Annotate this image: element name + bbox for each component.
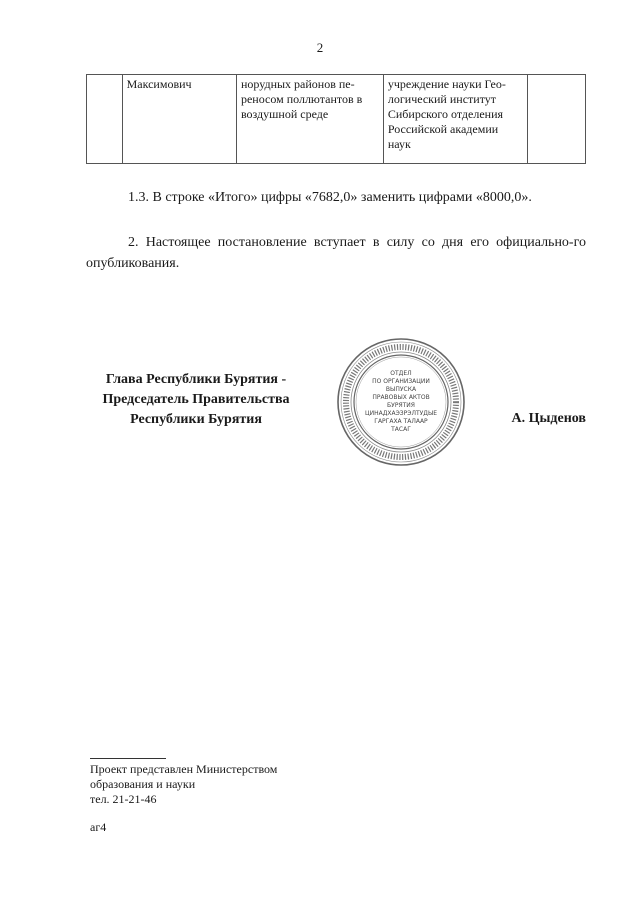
table-cell-topic [236,75,383,164]
footnote [90,762,350,807]
paragraph-text: 2. Настоящее постановление вступает в силу со дня его официально-го опубликования. [86,235,586,271]
seal-line: ЦИНАДХАЭЗРЭЛТУДЫЕ [364,410,438,417]
signatory-title [86,370,306,430]
footnote-separator [90,758,166,759]
seal-line: ПО ОРГАНИЗАЦИИ [372,378,430,385]
cell-line: норудных районов пе- [240,77,355,91]
paragraph-amendment [86,187,586,208]
seal-line: БУРЯТИЯ [387,402,415,409]
seal-line: ТАСАГ [391,426,411,433]
cell-line: Сибирского отделения [387,107,504,121]
seal-center-text [352,370,450,434]
table-row [87,75,586,164]
document-code: аг4 [90,820,107,834]
cell-line: логический институт [387,92,497,106]
seal-line: ОТДЕЛ [390,370,412,377]
continuation-table [86,74,586,164]
footnote-line: тел. 21-21-46 [90,792,157,806]
signatory-title-line: Республики Бурятия [130,412,262,427]
table-cell-amount [527,75,585,164]
table-cell-organization [383,75,527,164]
footnote-line: Проект представлен Министерством [90,762,278,776]
page-number: 2 [316,40,324,55]
signatory-title-line: Глава Республики Бурятия - [105,372,287,387]
cell-line: учреждение науки Гео- [387,77,506,91]
seal-line: ВЫПУСКА [385,386,417,393]
seal-line: ПРАВОВЫХ АКТОВ [372,394,430,401]
table-cell-number [87,75,123,164]
signatory-name: А. Цыденов [511,411,586,426]
cell-line: наук [387,137,411,151]
footnote-line: образования и науки [90,777,196,791]
paragraph-effective [86,232,586,274]
signatory-title-line: Председатель Правительства [102,392,290,407]
cell-line: Российской академии [387,122,499,136]
cell-line: реносом поллютантов в [240,92,363,106]
seal-line: ГАРГАХА ТАЛААР [374,418,428,425]
paragraph-text: 1.3. В строке «Итого» цифры «7682,0» заменить цифрами «8000,0». [128,190,532,205]
table-cell-name: Максимович [122,75,236,164]
cell-line: воздушной среде [240,107,329,121]
